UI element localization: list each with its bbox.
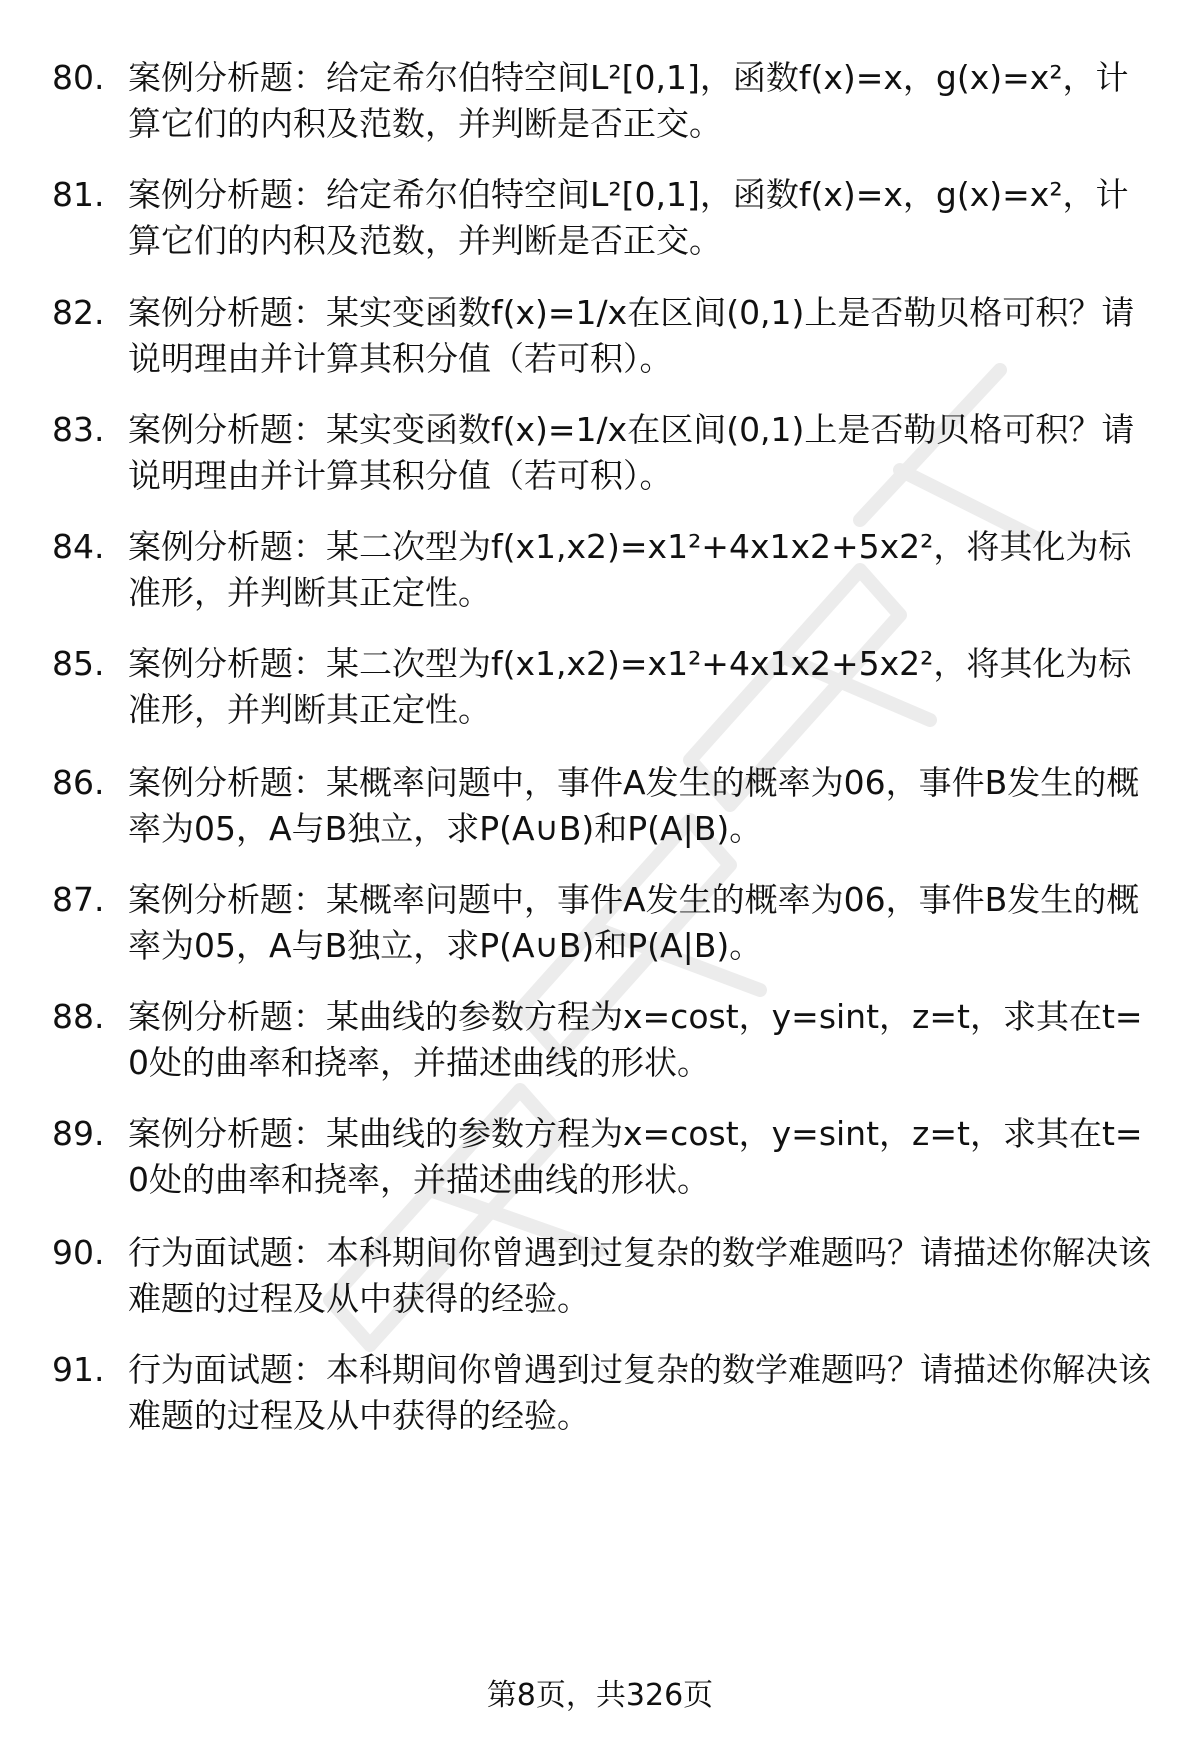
question-number: 80.	[52, 58, 105, 97]
question-item	[0, 994, 1200, 1094]
question-number: 84.	[52, 527, 105, 566]
question-number: 88.	[52, 997, 105, 1036]
question-number: 91.	[52, 1350, 105, 1389]
question-text: 案例分析题：某实变函数f(x)=1/x在区间(0,1)上是否勒贝格可积？请说明理由并计算其积分值（若可积）。	[128, 293, 1135, 378]
question-item	[0, 55, 1200, 155]
question-item	[0, 524, 1200, 624]
question-text: 案例分析题：某概率问题中，事件A发生的概率为06，事件B发生的概率为05，A与B独立，求P(A∪B)和P(A|B)。	[128, 763, 1140, 848]
question-item	[0, 407, 1200, 507]
question-text: 案例分析题：某二次型为f(x1,x2)=x1²+4x1x2+5x2²，将其化为标准形，并判断其正定性。	[128, 527, 1132, 612]
question-number: 89.	[52, 1114, 105, 1153]
question-text: 行为面试题：本科期间你曾遇到过复杂的数学难题吗？请描述你解决该难题的过程及从中获得的经验。	[128, 1233, 1151, 1318]
question-number: 82.	[52, 293, 105, 332]
question-item	[0, 877, 1200, 977]
question-text: 案例分析题：给定希尔伯特空间L²[0,1]，函数f(x)=x，g(x)=x²，计算它们的内积及范数，并判断是否正交。	[128, 175, 1129, 260]
question-item	[0, 1111, 1200, 1211]
question-item	[0, 1230, 1200, 1330]
question-text: 案例分析题：某二次型为f(x1,x2)=x1²+4x1x2+5x2²，将其化为标准形，并判断其正定性。	[128, 644, 1132, 729]
question-number: 85.	[52, 644, 105, 683]
question-text: 行为面试题：本科期间你曾遇到过复杂的数学难题吗？请描述你解决该难题的过程及从中获得的经验。	[128, 1350, 1151, 1435]
question-number: 81.	[52, 175, 105, 214]
question-number: 83.	[52, 410, 105, 449]
question-number: 90.	[52, 1233, 105, 1272]
question-item	[0, 290, 1200, 390]
question-text: 案例分析题：某概率问题中，事件A发生的概率为06，事件B发生的概率为05，A与B独立，求P(A∪B)和P(A|B)。	[128, 880, 1140, 965]
question-item	[0, 760, 1200, 860]
question-item	[0, 172, 1200, 272]
question-item	[0, 641, 1200, 741]
question-item	[0, 1347, 1200, 1447]
question-number: 86.	[52, 763, 105, 802]
question-number: 87.	[52, 880, 105, 919]
question-text: 案例分析题：给定希尔伯特空间L²[0,1]，函数f(x)=x，g(x)=x²，计算它们的内积及范数，并判断是否正交。	[128, 58, 1129, 143]
question-text: 案例分析题：某曲线的参数方程为x=cost，y=sint，z=t，求其在t=0处的曲率和挠率，并描述曲线的形状。	[128, 997, 1143, 1082]
page-footer: 第8页，共326页	[486, 1678, 714, 1713]
question-text: 案例分析题：某曲线的参数方程为x=cost，y=sint，z=t，求其在t=0处的曲率和挠率，并描述曲线的形状。	[128, 1114, 1143, 1199]
question-text: 案例分析题：某实变函数f(x)=1/x在区间(0,1)上是否勒贝格可积？请说明理由并计算其积分值（若可积）。	[128, 410, 1135, 495]
